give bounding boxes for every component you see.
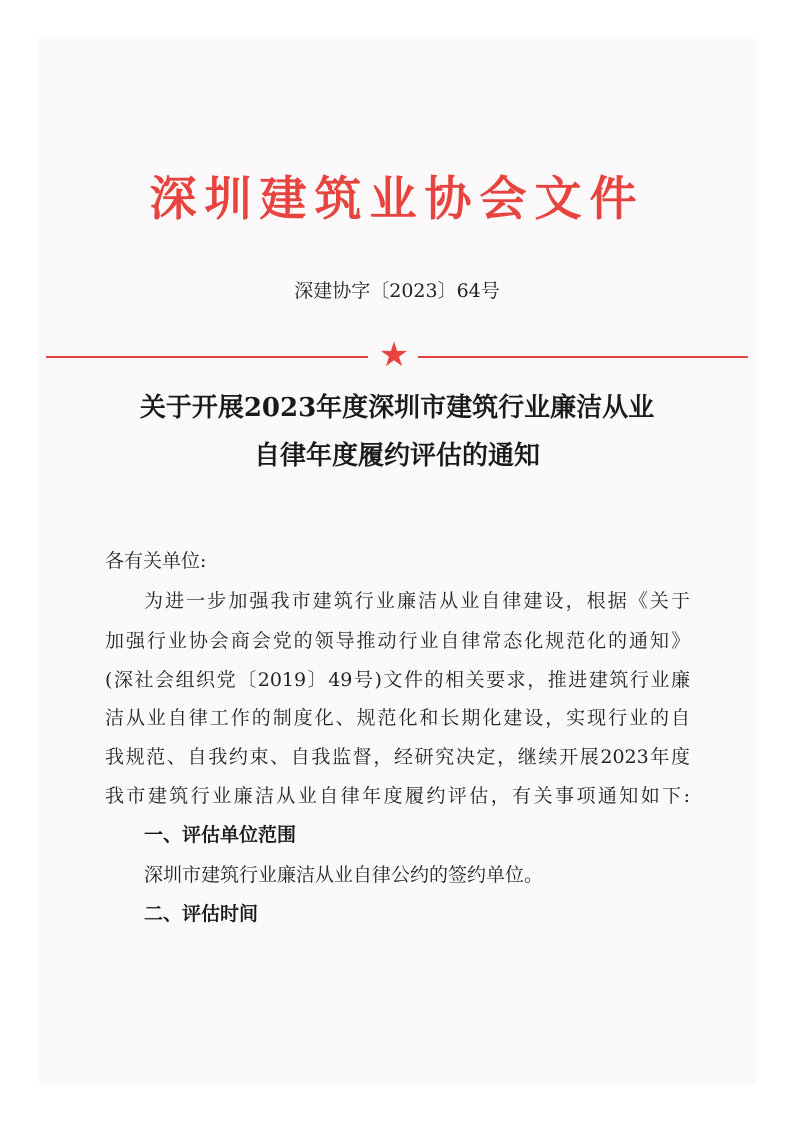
section-text-scope: 深圳市建筑行业廉洁从业自律公约的签约单位。	[144, 864, 544, 886]
paragraph-line: 我规范、自我约束、自我监督，经研究决定，继续开展2023年度	[105, 746, 690, 768]
section-heading-time: 二、评估时间	[144, 903, 259, 925]
paragraph-line: 洁从业自律工作的制度化、规范化和长期化建设，实现行业的自	[105, 707, 690, 729]
section-heading-scope: 一、评估单位范围	[144, 824, 297, 846]
salutation: 各有关单位:	[105, 550, 207, 572]
notice-title-line-2: 自律年度履约评估的通知	[253, 441, 540, 471]
paragraph-line: 为进一步加强我市建筑行业廉洁从业自律建设，根据《关于	[144, 590, 690, 612]
paragraph-line: 加强行业协会商会党的领导推动行业自律常态化规范化的通知》	[105, 630, 690, 652]
red-divider-left	[46, 356, 368, 358]
notice-title-line-1: 关于开展2023年度深圳市建筑行业廉洁从业	[139, 393, 655, 423]
paragraph-line: 我市建筑行业廉洁从业自律年度履约评估，有关事项通知如下:	[105, 785, 690, 807]
document-number: 深建协字〔2023〕64号	[294, 280, 500, 302]
red-divider-right	[418, 356, 748, 358]
star-icon: ★	[378, 335, 410, 375]
org-document-header: 深圳建筑业协会文件	[149, 172, 645, 227]
paragraph-line: (深社会组织党〔2019〕49号)文件的相关要求，推进建筑行业廉	[105, 669, 690, 691]
